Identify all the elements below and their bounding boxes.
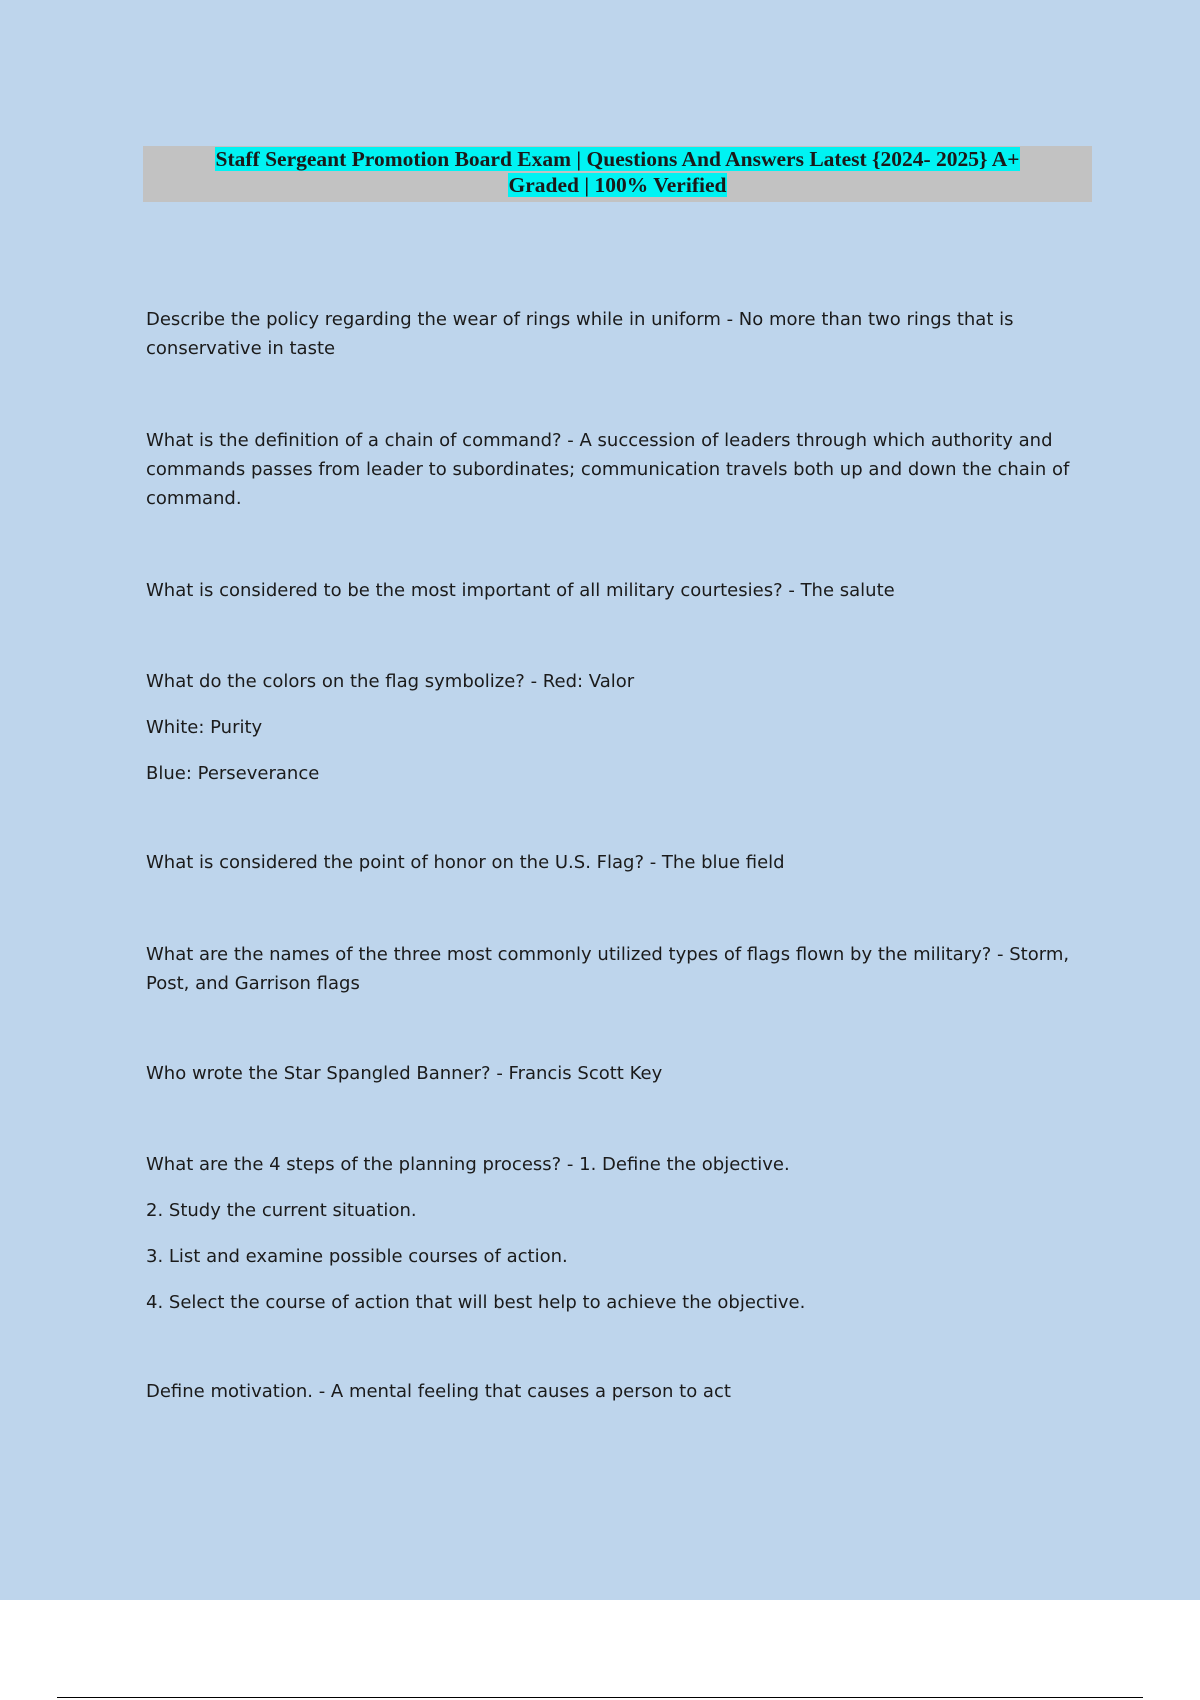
qa-item-military-courtesies	[146, 576, 1076, 605]
title-line-1: Staff Sergeant Promotion Board Exam | Questions And Answers Latest {2024- 2025} A+	[215, 147, 1020, 171]
qa-item-flag-types	[146, 940, 1076, 998]
qa-item-motivation	[146, 1377, 1076, 1406]
qa-item-point-of-honor	[146, 848, 1076, 877]
qa-text: What are the names of the three most commonly utilized types of flags flown by the military? - Storm, Post, and Garrison flags	[146, 944, 1070, 994]
qa-item-star-spangled-banner	[146, 1059, 1076, 1088]
qa-text: What are the 4 steps of the planning process? - 1. Define the objective.	[146, 1154, 790, 1175]
document-title	[143, 146, 1092, 202]
qa-text: Define motivation. - A mental feeling that causes a person to act	[146, 1381, 731, 1402]
qa-text: What do the colors on the flag symbolize? - Red: Valor	[146, 671, 635, 692]
qa-item-ring-policy	[146, 305, 1076, 363]
qa-text: What is the definition of a chain of command? - A succession of leaders through which authority and commands passes from leader to subordinates; communication travels both up and down the chain of command.	[146, 430, 1070, 509]
qa-extra-line: 2. Study the current situation.	[146, 1200, 417, 1221]
qa-extra-line: White: Purity	[146, 717, 263, 738]
qa-text: What is considered the point of honor on the U.S. Flag? - The blue field	[146, 852, 785, 873]
footer-rule	[57, 1697, 1143, 1698]
qa-item-planning-process	[146, 1150, 1076, 1317]
qa-text: Who wrote the Star Spangled Banner? - Francis Scott Key	[146, 1063, 663, 1084]
qa-extra-line: Blue: Perseverance	[146, 763, 320, 784]
qa-extra-line: 3. List and examine possible courses of action.	[146, 1246, 568, 1267]
title-line-2: Graded | 100% Verified	[508, 173, 727, 197]
qa-text: Describe the policy regarding the wear of rings while in uniform - No more than two rings that is conservative in taste	[146, 309, 1014, 359]
qa-item-flag-colors	[146, 667, 1076, 788]
qa-item-chain-of-command	[146, 426, 1076, 513]
qa-extra-line: 4. Select the course of action that will best help to achieve the objective.	[146, 1292, 806, 1313]
qa-text: What is considered to be the most important of all military courtesies? - The salute	[146, 580, 895, 601]
